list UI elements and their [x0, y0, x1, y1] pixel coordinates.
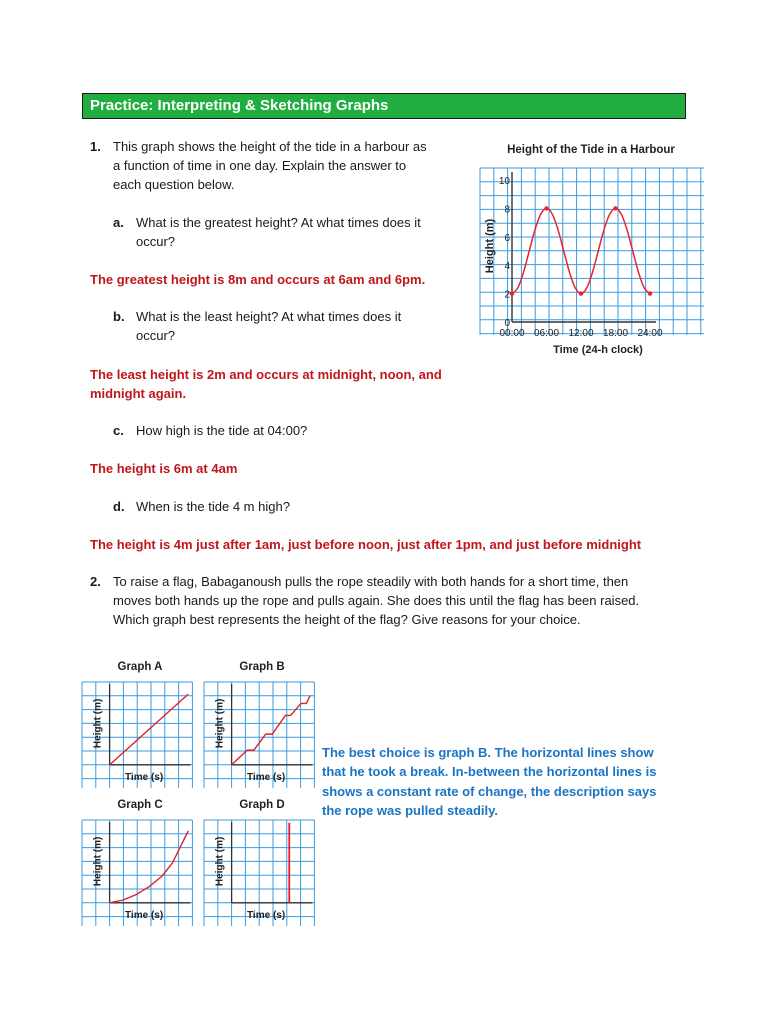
y-tick-label: 0 [504, 318, 510, 329]
x-axis-label: Time (s) [125, 909, 164, 921]
answer-2-line-2: that he took a break. In-between the horizontal lines is [322, 764, 657, 779]
y-tick-label: 4 [504, 261, 510, 273]
x-axis-label: Time (s) [125, 771, 164, 783]
answer-1b-line-1: The least height is 2m and occurs at midnight, noon, and [90, 367, 442, 382]
y-tick-label: 8 [504, 204, 510, 216]
x-axis-label: Time (s) [247, 771, 286, 783]
question-1b-line-2: occur? [136, 328, 176, 343]
y-axis-label: Height (m) [92, 698, 104, 749]
tide-data-point [579, 291, 583, 295]
tide-data-point [544, 206, 548, 210]
answer-1a: The greatest height is 8m and occurs at 6am and 6pm. [90, 272, 426, 287]
graph-series-line [232, 695, 311, 764]
answer-1b-line-2: midnight again. [90, 386, 187, 401]
graph-title: Graph C [117, 799, 163, 811]
question-1a-line-2: occur? [136, 234, 176, 249]
x-axis-label: Time (s) [247, 909, 286, 921]
graph-series-line [110, 694, 189, 765]
question-1c-text: How high is the tide at 04:00? [136, 423, 308, 438]
x-tick-label: 12:00 [568, 328, 594, 339]
x-tick-label: 24:00 [637, 328, 663, 339]
y-tick-label: 6 [504, 232, 510, 244]
question-1a-line-1: What is the greatest height? At what times does it [136, 215, 421, 230]
graph-title: Graph A [117, 661, 163, 673]
answer-1d: The height is 4m just after 1am, just before noon, just after 1pm, and just before midnight [90, 537, 642, 552]
question-1a-label: a. [113, 215, 124, 230]
question-1c-label: c. [113, 423, 124, 438]
answer-2-line-1: The best choice is graph B. The horizontal lines show [322, 745, 654, 760]
page-title: Practice: Interpreting & Sketching Graphs [82, 93, 686, 119]
question-2-line-3: Which graph best represents the height of the flag? Give reasons for your choice. [113, 612, 581, 627]
graph-title: Graph B [239, 661, 285, 673]
answer-1c: The height is 6m at 4am [90, 461, 238, 476]
question-1-line-2: a function of time in one day. Explain the answer to [113, 158, 407, 173]
y-axis-label: Height (m) [214, 836, 226, 887]
y-tick-label: 10 [498, 176, 510, 187]
question-1b-line-1: What is the least height? At what times does it [136, 309, 402, 324]
x-tick-label: 00:00 [499, 328, 525, 339]
graph-title: Graph D [239, 799, 285, 811]
question-2-line-2: moves both hands up the rope and pulls again. She does this until the flag has been raised. [113, 593, 640, 608]
tide-data-point [510, 291, 514, 295]
graph-series-line [110, 831, 189, 903]
x-axis-label: Time (24-h clock) [553, 344, 643, 356]
graph-b [202, 656, 322, 793]
y-axis-label: Height (m) [214, 698, 226, 749]
tide-data-point [648, 291, 652, 295]
question-1-number: 1. [90, 139, 101, 154]
graph-a [80, 656, 200, 793]
chart-title: Height of the Tide in a Harbour [507, 144, 675, 156]
y-tick-label: 2 [504, 289, 510, 301]
question-1d-text: When is the tide 4 m high? [136, 499, 290, 514]
question-1-line-3: each question below. [113, 177, 235, 192]
question-1b-label: b. [113, 309, 125, 324]
tide-chart [476, 138, 708, 370]
question-1d-label: d. [113, 499, 125, 514]
question-2-number: 2. [90, 574, 101, 589]
y-axis-label: Height (m) [484, 218, 496, 274]
question-1-line-1: This graph shows the height of the tide in a harbour as [113, 139, 427, 154]
x-tick-label: 06:00 [533, 328, 560, 339]
x-tick-label: 18:00 [602, 328, 629, 339]
answer-2-line-3: shows a constant rate of change, the description says [322, 784, 657, 799]
question-2-line-1: To raise a flag, Babaganoush pulls the rope steadily with both hands for a short time, then [113, 574, 629, 589]
y-axis-label: Height (m) [92, 836, 104, 887]
answer-2-line-4: the rope was pulled steadily. [322, 803, 499, 818]
graph-d [202, 794, 322, 931]
graph-c [80, 794, 200, 931]
tide-data-point [613, 206, 617, 210]
